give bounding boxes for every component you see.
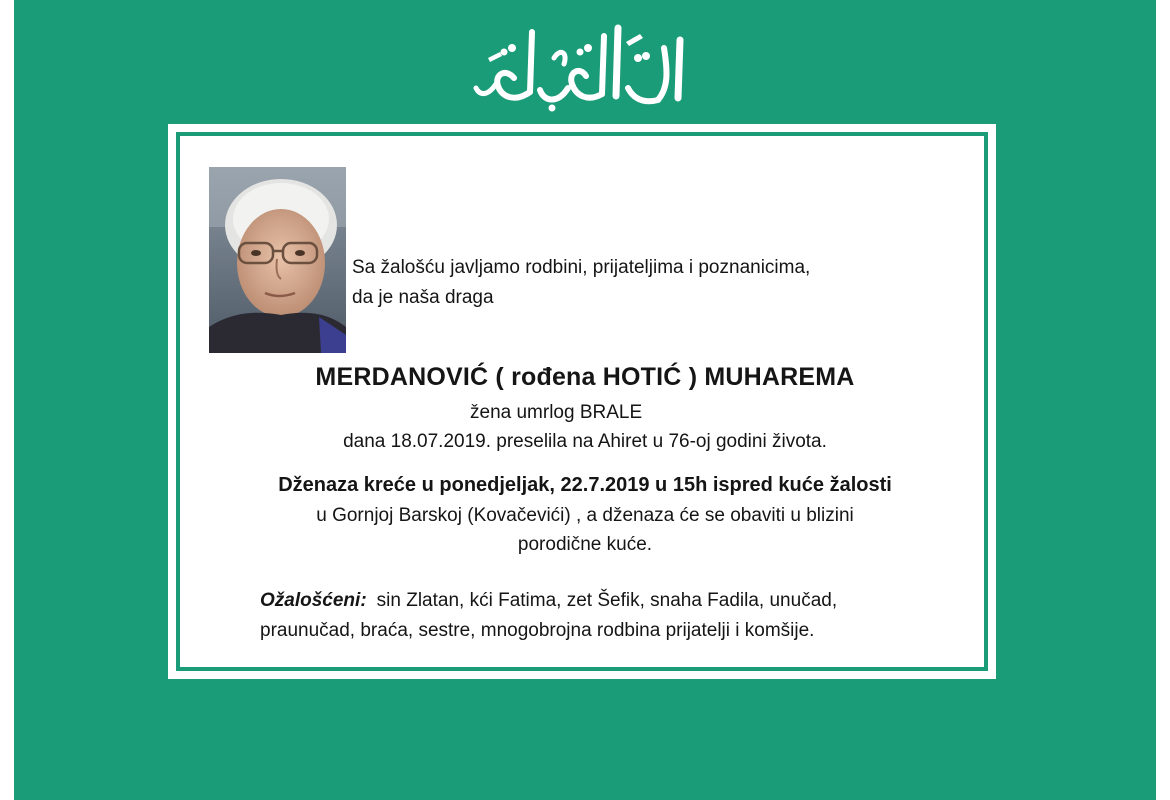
calligraphy-logo — [468, 18, 698, 114]
deceased-name: MERDANOVIĆ ( rođena HOTIĆ ) MUHAREMA — [315, 363, 855, 391]
intro-line-1: Sa žalošću javljamo rodbini, prijateljima i poznanicima, — [352, 257, 811, 278]
mourners-list-1: sin Zlatan, kći Fatima, zet Šefik, snaha Fadila, unučad, — [376, 590, 838, 611]
mourners-line-2: praunučad, braća, sestre, mnogobrojna rodbina prijatelji i komšije. — [260, 620, 815, 641]
death-line: dana 18.07.2019. preselila na Ahiret u 76-oj godini života. — [343, 431, 827, 452]
intro-line-2: da je naša draga — [352, 287, 494, 308]
mourners-label: Ožalošćeni: — [260, 590, 367, 611]
spouse-line: žena umrlog BRALE — [470, 402, 643, 423]
portrait-photo — [209, 167, 346, 353]
mourners-line-1 — [260, 590, 837, 612]
funeral-line-2: u Gornjoj Barskoj (Kovačevići) , a dženaza će se obaviti u blizini — [316, 505, 854, 526]
calligraphy-graphic — [468, 18, 698, 114]
portrait-graphic — [209, 167, 346, 353]
funeral-line-1: Dženaza kreće u ponedjeljak, 22.7.2019 u 15h ispred kuće žalosti — [278, 474, 892, 496]
funeral-line-3: porodične kuće. — [517, 534, 653, 555]
